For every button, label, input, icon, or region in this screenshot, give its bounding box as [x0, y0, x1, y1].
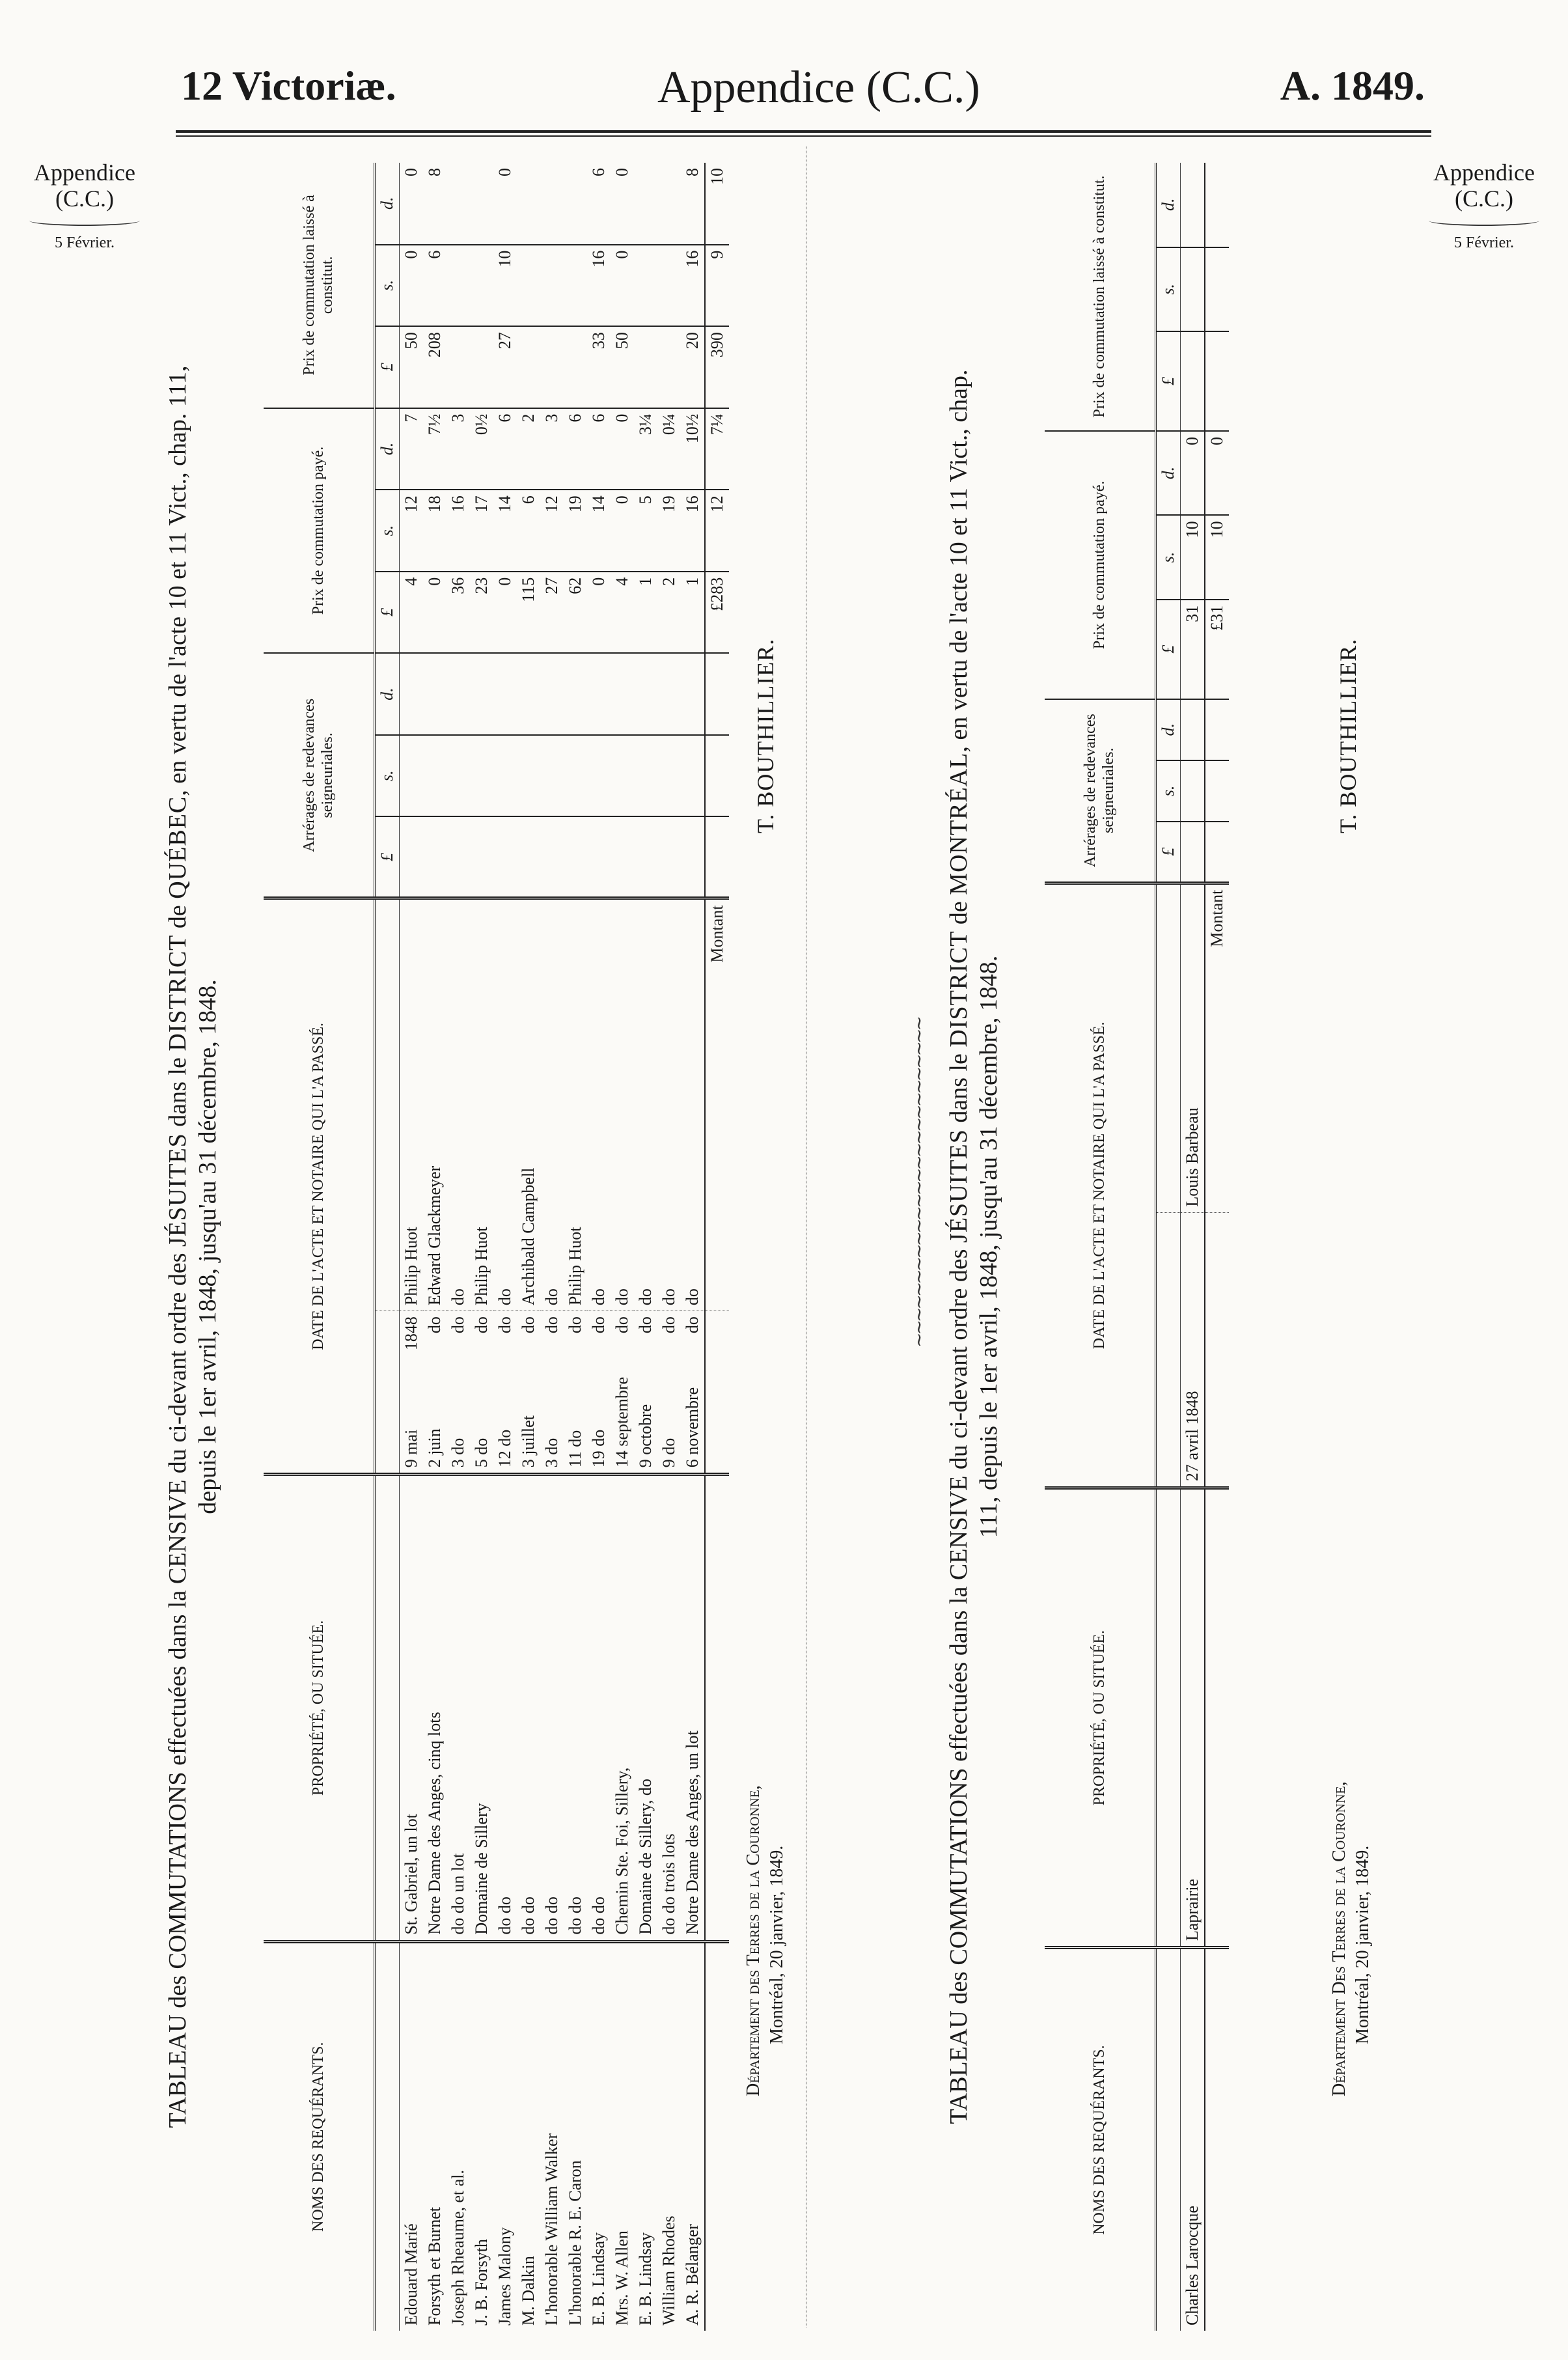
row-date-day: 9 octobre — [635, 1404, 655, 1468]
row-date — [540, 1311, 564, 1475]
row-left-pounds — [540, 326, 564, 408]
row-paid-shillings: 5 — [634, 490, 657, 572]
montreal-department — [1328, 1781, 1375, 2096]
row-left-pence: 8 — [681, 163, 705, 245]
row-paid-pounds: 0 — [587, 572, 611, 654]
row-date-year: do — [588, 1316, 608, 1334]
row-left-pounds — [470, 326, 493, 408]
row-notary: do — [681, 898, 705, 1311]
unit-pence: d. — [1155, 699, 1180, 760]
total-paid-shillings: 12 — [705, 490, 729, 572]
row-paid-pence: 3 — [447, 408, 470, 490]
row-date-day: 3 do — [542, 1437, 561, 1468]
title-text: de — [164, 905, 191, 929]
row-date: 27 avril 1848 — [1180, 1212, 1205, 1488]
total-row — [705, 163, 729, 2331]
row-paid-shillings: 14 — [493, 490, 517, 572]
quebec-table — [264, 163, 729, 2331]
total-paid-pence: 0 — [1205, 431, 1229, 515]
brace-icon — [29, 215, 140, 226]
row-date-day: 12 do — [495, 1429, 514, 1468]
row-date-day: 2 juin — [424, 1428, 444, 1468]
total-left-pence: 10 — [705, 163, 729, 245]
row-date-day: 3 do — [448, 1437, 467, 1468]
row-notary: Edward Glackmeyer — [423, 898, 447, 1311]
row-property: Laprairie — [1180, 1488, 1205, 1948]
unit-shilling: s. — [374, 245, 399, 327]
row-paid-pounds: 0 — [423, 572, 447, 654]
row-date — [470, 1311, 493, 1475]
row-date-year: do — [542, 1316, 561, 1334]
row-paid-pence: 3¼ — [634, 408, 657, 490]
montreal-signature: T. BOUTHILLIER. — [1335, 638, 1361, 833]
row-date-year: do — [682, 1316, 702, 1334]
margin-note-right — [1419, 160, 1549, 256]
title-text: TABLEAU des COMMUTATIONS effectuées dans la CENSIVE du ci-devant ordre des — [164, 1253, 191, 2128]
table-row — [493, 163, 517, 2331]
row-left-shillings — [470, 245, 493, 327]
row-property: do do — [564, 1475, 587, 1941]
col-arr: Arrérages de redevances seigneuriales. — [264, 653, 374, 898]
row-notary: do — [587, 898, 611, 1311]
row-left-pounds: 20 — [681, 326, 705, 408]
unit-pound: £ — [374, 572, 399, 654]
title-text: TABLEAU des COMMUTATIONS effectuées dans la CENSIVE du ci-devant ordre des — [945, 1249, 972, 2124]
col-laisse: Prix de commutation laissé à constitut. — [264, 163, 374, 408]
total-paid-shillings: 10 — [1205, 515, 1229, 599]
row-paid-pence: 6 — [587, 408, 611, 490]
row-left-pounds — [564, 326, 587, 408]
unit-shilling: s. — [1155, 760, 1180, 822]
total-left-shillings: 9 — [705, 245, 729, 327]
row-property: do do un lot — [447, 1475, 470, 1941]
row-paid-pence: 10½ — [681, 408, 705, 490]
row-paid-shillings: 12 — [399, 490, 423, 572]
table-row — [470, 163, 493, 2331]
row-date-year: do — [635, 1316, 655, 1334]
col-laisse: Prix de commutation laissé à constitut. — [1045, 163, 1155, 431]
row-paid-pence: 3 — [540, 408, 564, 490]
row-paid-pounds: 62 — [564, 572, 587, 654]
title-text: dans le — [164, 1057, 191, 1127]
row-date-day: 6 novembre — [682, 1387, 702, 1468]
row-notary: do — [447, 898, 470, 1311]
table-row — [587, 163, 611, 2331]
table-row — [447, 163, 470, 2331]
table-row — [681, 163, 705, 2331]
units-row — [1155, 163, 1180, 2331]
row-left-shillings: 16 — [681, 245, 705, 327]
title-district: DISTRICT — [945, 930, 972, 1048]
row-date-year: do — [518, 1316, 538, 1334]
unit-shilling: s. — [374, 735, 399, 817]
unit-shilling: s. — [1155, 515, 1180, 599]
title-text: de — [945, 901, 972, 925]
unit-pence: d. — [1155, 163, 1180, 247]
row-left-pence — [470, 163, 493, 245]
page-header — [0, 0, 1568, 130]
col-paye: Prix de commutation payé. — [1045, 431, 1155, 699]
brace-icon — [1429, 215, 1539, 226]
unit-pence: d. — [374, 163, 399, 245]
unit-shilling: s. — [374, 490, 399, 572]
row-paid-pounds: 1 — [681, 572, 705, 654]
row-notary: Philip Huot — [399, 898, 423, 1311]
unit-pence: d. — [1155, 431, 1180, 515]
row-left-pounds — [447, 326, 470, 408]
quebec-title — [163, 163, 223, 2331]
title-place: QUÉBEC — [164, 796, 191, 899]
row-left-pence — [540, 163, 564, 245]
row-date-day: 11 do — [565, 1430, 585, 1468]
row-name: J. B. Forsyth — [471, 2239, 491, 2325]
row-name: A. R. Bélanger — [682, 2224, 702, 2325]
col-prop: PROPRIÉTÉ, OU SITUÉE. — [264, 1475, 374, 1941]
title-text: , en vertu de l'acte 10 et 11 Vict., chap. — [945, 369, 972, 753]
margin-date: 5 Février. — [1454, 234, 1514, 251]
row-left-pounds: 50 — [399, 326, 423, 408]
total-paid-pounds: £31 — [1205, 600, 1229, 699]
row-paid-shillings: 6 — [517, 490, 540, 572]
row-left-pence — [564, 163, 587, 245]
unit-shilling: s. — [1155, 247, 1180, 331]
header-appendix: Appendice (C.C.) — [657, 62, 980, 113]
row-paid-shillings: 18 — [423, 490, 447, 572]
row-date-day: 14 septembre — [612, 1376, 631, 1468]
title-place: MONTRÉAL — [945, 752, 972, 895]
row-notary: Philip Huot — [564, 898, 587, 1311]
row-date-day: 9 mai — [401, 1429, 420, 1468]
row-date — [611, 1311, 634, 1475]
row-left-shillings — [540, 245, 564, 327]
row-notary: do — [611, 898, 634, 1311]
row-paid-pounds: 1 — [634, 572, 657, 654]
row-paid-pence: 6 — [493, 408, 517, 490]
row-date — [657, 1311, 681, 1475]
col-noms: NOMS DES REQUÉRANTS. — [1045, 1948, 1155, 2331]
row-paid-pounds: 36 — [447, 572, 470, 654]
title-text: dans le — [945, 1053, 972, 1123]
row-paid-pounds: 0 — [493, 572, 517, 654]
total-paid-pence: 7¼ — [705, 408, 729, 490]
row-left-shillings — [564, 245, 587, 327]
row-name: L'honorable William Walker — [542, 2133, 561, 2325]
row-date — [399, 1311, 423, 1475]
title-text: , en vertu de l'acte 10 et 11 Vict., chap. 111, — [164, 365, 191, 796]
col-paye: Prix de commutation payé. — [264, 408, 374, 654]
row-left-pence — [657, 163, 681, 245]
table-row — [540, 163, 564, 2331]
total-label: Montant — [1205, 883, 1229, 1212]
row-date — [634, 1311, 657, 1475]
row-name: James Malony — [495, 2227, 514, 2325]
row-date — [423, 1311, 447, 1475]
unit-pound: £ — [1155, 331, 1180, 431]
header-rule — [176, 130, 1431, 133]
margin-label: Appendice — [34, 160, 135, 186]
row-paid-pence: 2 — [517, 408, 540, 490]
row-name: M. Dalkin — [518, 2256, 538, 2325]
row-left-shillings: 10 — [493, 245, 517, 327]
row-date-day: 5 do — [471, 1437, 491, 1468]
row-paid-pounds: 2 — [657, 572, 681, 654]
row-date-day: 9 do — [659, 1437, 678, 1468]
header-rule-thin — [176, 135, 1431, 137]
col-prop: PROPRIÉTÉ, OU SITUÉE. — [1045, 1488, 1155, 1948]
unit-pound: £ — [1155, 822, 1180, 883]
row-property: Domaine de Sillery — [470, 1475, 493, 1941]
quebec-signature: T. BOUTHILLIER. — [752, 638, 778, 833]
row-property: Chemin Ste. Foi, Sillery, — [611, 1475, 634, 1941]
row-property: Notre Dame des Anges, cinq lots — [423, 1475, 447, 1941]
row-left-pence: 0 — [493, 163, 517, 245]
montreal-table — [1045, 163, 1229, 2331]
table-row — [657, 163, 681, 2331]
row-date — [493, 1311, 517, 1475]
row-date-year: do — [495, 1316, 514, 1334]
header-year: A. 1849. — [1280, 62, 1425, 109]
col-arr: Arrérages de redevances seigneuriales. — [1045, 699, 1155, 883]
table-row — [399, 163, 423, 2331]
table-row — [564, 163, 587, 2331]
row-left-pounds — [634, 326, 657, 408]
row-date-year: do — [448, 1316, 467, 1334]
row-property: do do — [587, 1475, 611, 1941]
unit-pence: d. — [374, 653, 399, 735]
row-property: do do — [493, 1475, 517, 1941]
row-left-pence: 0 — [611, 163, 634, 245]
row-left-shillings — [657, 245, 681, 327]
row-date — [447, 1311, 470, 1475]
row-paid-shillings: 0 — [611, 490, 634, 572]
row-notary: Archibald Campbell — [517, 898, 540, 1311]
header-session: 12 Victoriæ. — [181, 62, 396, 109]
row-left-pounds: 50 — [611, 326, 634, 408]
unit-pound: £ — [1155, 600, 1180, 699]
row-date-year: do — [659, 1316, 678, 1334]
row-paid-pence: 6 — [564, 408, 587, 490]
title-dates: depuis le 1er avril, 1848, jusqu'au 31 décembre, 1848. — [194, 979, 221, 1514]
dept-line-2: Montréal, 20 janvier, 1849. — [767, 1845, 787, 2044]
row-left-shillings: 6 — [423, 245, 447, 327]
row-paid-shillings: 16 — [447, 490, 470, 572]
row-notary: do — [540, 898, 564, 1311]
margin-date: 5 Février. — [55, 234, 115, 251]
row-left-pence: 0 — [399, 163, 423, 245]
row-property: do do — [517, 1475, 540, 1941]
row-date-day: 19 do — [588, 1429, 608, 1468]
row-paid-pounds: 4 — [399, 572, 423, 654]
unit-pound: £ — [374, 816, 399, 898]
row-paid-shillings: 12 — [540, 490, 564, 572]
row-name: L'honorable R. E. Caron — [565, 2160, 585, 2325]
quebec-department — [742, 1785, 789, 2096]
row-property: Notre Dame des Anges, un lot — [681, 1475, 705, 1941]
row-left-shillings: 16 — [587, 245, 611, 327]
row-date-year: do — [471, 1316, 491, 1334]
row-property: do do — [540, 1475, 564, 1941]
row-paid-pence: 0½ — [470, 408, 493, 490]
unit-pence: d. — [374, 408, 399, 490]
title-district: DISTRICT — [164, 934, 191, 1051]
dept-line-2: Montréal, 20 janvier, 1849. — [1353, 1845, 1373, 2044]
row-left-shillings — [517, 245, 540, 327]
row-paid-pounds: 27 — [540, 572, 564, 654]
table-row — [423, 163, 447, 2331]
row-paid-shillings: 19 — [564, 490, 587, 572]
row-name: Joseph Rheaume, et al. — [448, 2170, 467, 2325]
row-name: Mrs. W. Allen — [612, 2230, 631, 2325]
dept-line-1: Département des Terres de la Couronne, — [743, 1785, 763, 2096]
margin-note-left — [20, 160, 150, 256]
col-noms: NOMS DES REQUÉRANTS. — [264, 1941, 374, 2331]
row-notary: Philip Huot — [470, 898, 493, 1311]
row-property: do do trois lots — [657, 1475, 681, 1941]
table-row — [517, 163, 540, 2331]
margin-code: (C.C.) — [1455, 186, 1513, 212]
dept-line-1: Département Des Terres de la Couronne, — [1329, 1781, 1349, 2096]
row-paid-pence: 7½ — [423, 408, 447, 490]
row-date-year: do — [424, 1316, 444, 1334]
row-paid-pence: 0¼ — [657, 408, 681, 490]
row-left-pounds: 33 — [587, 326, 611, 408]
row-notary: do — [657, 898, 681, 1311]
row-name: Edouard Marié — [401, 2223, 420, 2325]
units-row — [374, 163, 399, 2331]
row-left-pence: 8 — [423, 163, 447, 245]
row-paid-shillings: 10 — [1180, 515, 1205, 599]
row-date-year: 1848 — [401, 1316, 420, 1351]
table-row — [1180, 163, 1205, 2331]
row-name: Charles Larocque — [1182, 2205, 1202, 2325]
montreal-title — [944, 163, 1004, 2331]
row-name: E. B. Lindsay — [635, 2232, 655, 2325]
row-paid-pounds: 115 — [517, 572, 540, 654]
unit-pound: £ — [374, 326, 399, 408]
table-row — [611, 163, 634, 2331]
row-left-shillings: 0 — [399, 245, 423, 327]
title-dates: 111, depuis le 1er avril, 1848, jusqu'au 31 décembre, 1848. — [975, 955, 1002, 1538]
title-jesuites: JÉSUITES — [164, 1133, 191, 1247]
row-left-shillings — [634, 245, 657, 327]
margin-label: Appendice — [1433, 160, 1535, 186]
row-date — [681, 1311, 705, 1475]
row-left-pence — [634, 163, 657, 245]
row-date-year: do — [565, 1316, 585, 1334]
row-paid-shillings: 16 — [681, 490, 705, 572]
wavy-separator: ∼∼∼∼∼∼∼∼∼∼∼∼∼∼∼∼∼∼∼∼∼∼∼∼∼∼ — [909, 1018, 929, 1348]
col-date: DATE DE L'ACTE ET NOTAIRE QUI L'A PASSÉ. — [1045, 883, 1155, 1488]
total-row — [1205, 163, 1229, 2331]
margin-code: (C.C.) — [55, 186, 114, 212]
table-row — [634, 163, 657, 2331]
row-date — [587, 1311, 611, 1475]
row-notary: do — [634, 898, 657, 1311]
row-property: St. Gabriel, un lot — [399, 1475, 423, 1941]
row-paid-pounds: 4 — [611, 572, 634, 654]
total-left-pounds: 390 — [705, 326, 729, 408]
row-left-pounds: 27 — [493, 326, 517, 408]
row-left-pence — [447, 163, 470, 245]
row-name: William Rhodes — [659, 2215, 678, 2325]
row-paid-shillings: 19 — [657, 490, 681, 572]
total-paid-pounds: £283 — [705, 572, 729, 654]
row-date — [517, 1311, 540, 1475]
row-left-shillings: 0 — [611, 245, 634, 327]
row-date-day: 3 juillet — [518, 1415, 538, 1468]
row-left-pence — [517, 163, 540, 245]
row-paid-shillings: 17 — [470, 490, 493, 572]
row-name: E. B. Lindsay — [588, 2232, 608, 2325]
row-notary: Louis Barbeau — [1180, 883, 1205, 1212]
row-left-pounds: 208 — [423, 326, 447, 408]
row-notary: do — [493, 898, 517, 1311]
row-paid-pence: 0 — [611, 408, 634, 490]
col-date: DATE DE L'ACTE ET NOTAIRE QUI L'A PASSÉ. — [264, 898, 374, 1475]
row-paid-pence: 0 — [1180, 431, 1205, 515]
row-date-year: do — [612, 1316, 631, 1334]
row-left-shillings — [447, 245, 470, 327]
row-left-pounds — [657, 326, 681, 408]
row-name: Forsyth et Burnet — [424, 2207, 444, 2325]
row-left-pence: 6 — [587, 163, 611, 245]
row-property: Domaine de Sillery, do — [634, 1475, 657, 1941]
row-left-pounds — [517, 326, 540, 408]
row-paid-shillings: 14 — [587, 490, 611, 572]
row-date — [564, 1311, 587, 1475]
row-paid-pounds: 31 — [1180, 600, 1205, 699]
total-label: Montant — [705, 898, 729, 1311]
row-paid-pence: 7 — [399, 408, 423, 490]
row-paid-pounds: 23 — [470, 572, 493, 654]
title-jesuites: JÉSUITES — [945, 1129, 972, 1243]
